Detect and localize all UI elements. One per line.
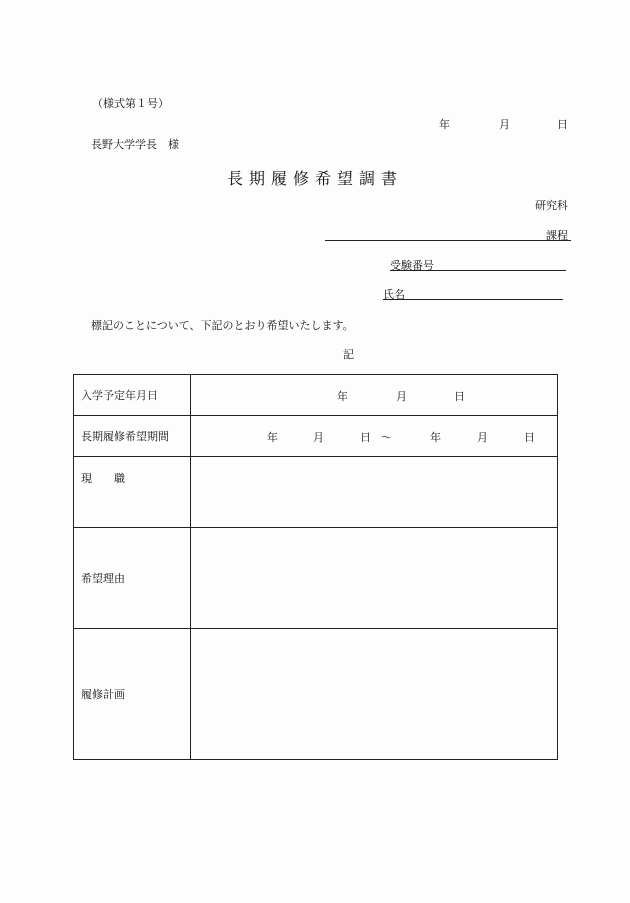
period-tilde: ～ — [381, 431, 392, 444]
course-label: 課程 — [546, 229, 568, 242]
form-number: （様式第１号） — [92, 97, 169, 110]
plan-field[interactable] — [191, 629, 558, 760]
admission-month: 月 — [396, 390, 407, 403]
admission-day: 日 — [454, 390, 465, 403]
course-field[interactable] — [325, 240, 571, 241]
period-field[interactable] — [191, 416, 558, 457]
addressee: 長野大学学長 様 — [91, 138, 179, 151]
admission-year: 年 — [337, 390, 348, 403]
period-year-2: 年 — [430, 431, 441, 444]
name-field[interactable] — [383, 299, 563, 300]
plan-label: 履修計画 — [74, 629, 191, 760]
date-year-label: 年 — [439, 118, 450, 131]
period-month-1: 月 — [313, 431, 324, 444]
table-row — [74, 375, 558, 416]
date-month-label: 月 — [499, 118, 510, 131]
period-label: 長期履修希望期間 — [74, 416, 191, 457]
period-month-2: 月 — [477, 431, 488, 444]
intro-text: 標記のことについて、下記のとおり希望いたします。 — [91, 319, 354, 332]
table-row — [74, 457, 558, 528]
table-row — [74, 528, 558, 629]
exam-number-field[interactable] — [390, 270, 566, 271]
current-job-label: 現 職 — [74, 457, 191, 528]
ki-heading: 記 — [343, 348, 354, 361]
table-row — [74, 629, 558, 760]
date-day-label: 日 — [557, 118, 568, 131]
period-year-1: 年 — [267, 431, 278, 444]
reason-field[interactable] — [191, 528, 558, 629]
admission-date-label: 入学予定年月日 — [74, 375, 191, 416]
current-job-field[interactable] — [191, 457, 558, 528]
admission-date-field[interactable] — [191, 375, 558, 416]
graduate-school-label: 研究科 — [535, 199, 568, 212]
name-label: 氏名 — [383, 288, 405, 301]
period-day-2: 日 — [524, 431, 535, 444]
reason-label: 希望理由 — [74, 528, 191, 629]
exam-number-label: 受験番号 — [390, 259, 434, 272]
page-title: 長期履修希望調書 — [226, 169, 403, 188]
application-table — [73, 374, 558, 760]
table-row — [74, 416, 558, 457]
period-day-1: 日 — [360, 431, 371, 444]
